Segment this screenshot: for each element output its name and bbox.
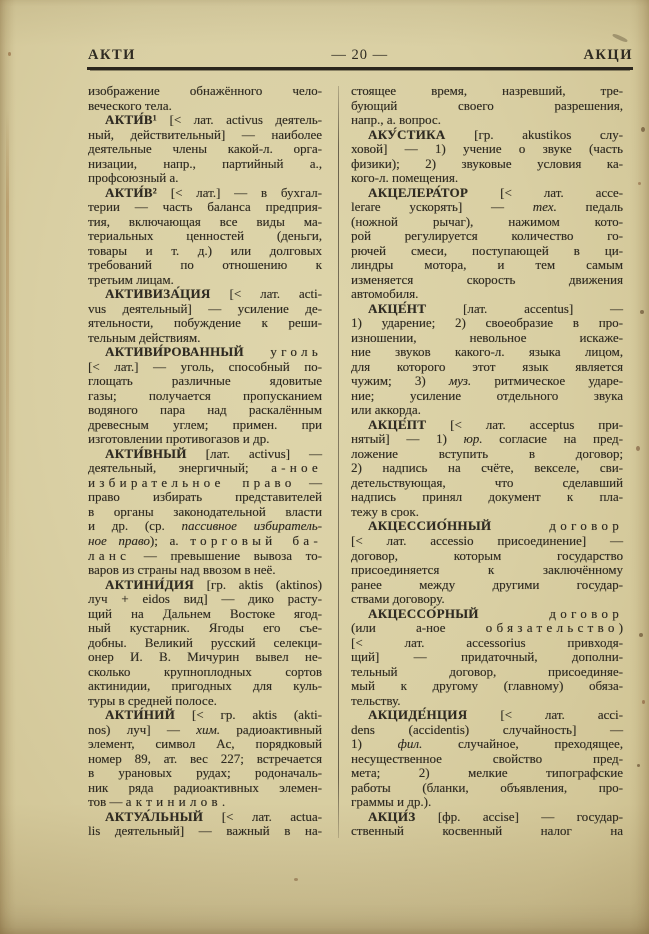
text-run: согласие на пред- [482,431,623,447]
text-line [88,447,322,462]
text-run: надпись принял документ к пла- [351,489,623,505]
page-header [88,47,633,63]
text-line [351,665,623,680]
text-line [88,810,322,825]
text-run: [< лат. accessio присоединение] — [351,532,623,548]
text-run: юр. [463,431,483,447]
text-line [351,795,623,810]
catchword-left: АКТИ [88,47,136,63]
headword: АКТИВИЗА́ЦИЯ [105,286,211,302]
text-line [88,519,322,534]
text-run: деятельные члены какой-л. орга- [88,141,322,157]
text-line [88,273,322,288]
text-run: ранее между другими государ- [351,576,623,592]
text-line [88,795,322,810]
text-line [88,752,322,767]
text-line [88,476,322,491]
text-line [88,113,322,128]
text-line [88,650,322,665]
text-run: 2) надпись на счёте, векселе, сви- [351,460,623,476]
text-line [88,679,322,694]
text-run: [< лат. accessorius привходя- [351,634,623,650]
text-run: водяного пара над раскалённым [88,402,322,418]
text-run: газы; получается пропусканием [88,387,322,403]
text-line [88,215,322,230]
ink-speck [642,700,645,704]
text-line [351,186,623,201]
text-line [351,461,623,476]
text-run: тельным действиям. [88,329,201,345]
text-line [351,723,623,738]
text-line [88,142,322,157]
text-run: обязательство [485,620,619,636]
text-line [88,723,322,738]
text-run: хим. [196,721,220,737]
headword: АКЦИДЕ́НЦИЯ [368,707,468,723]
text-run: ховой] — 1) учение о звуке (часть [351,141,623,157]
text-run: [< лат. acce- [468,184,623,200]
text-run: vus деятельный] — усиление де- [88,300,322,316]
text-line [88,766,322,781]
text-run: 1) [351,736,398,752]
text-run: чужим; 3) [351,373,449,389]
text-run: мый к другому (главному) обяза- [351,678,623,694]
text-run: [< лат. acci- [467,707,623,723]
text-line [88,563,322,578]
text-run: — превышение вывоза то- [130,547,322,563]
text-run: тельству. [351,692,401,708]
text-line [88,665,322,680]
text-line [351,519,623,534]
header-rule [87,67,633,70]
text-run: тов — [88,794,126,810]
text-run: радиоактивный [220,721,322,737]
text-run: тех. [532,199,557,215]
headword: АКУ́СТИКА [368,126,446,142]
text-line [351,694,623,709]
text-run: ние звуков какого-л. языка лицом, [351,344,623,360]
text-line [351,389,623,404]
text-run: nos) луч] — [88,721,197,737]
text-line [351,679,623,694]
text-line [351,824,623,839]
text-line [351,142,623,157]
text-run: ственный косвенный налог на [351,823,623,839]
text-line [88,505,322,520]
headword: АКЦЕССО́РНЫЙ [368,605,479,621]
text-line [351,549,623,564]
text-run: уголь [270,344,322,360]
text-run: номер 89, ат. вес 227; встречается [88,750,322,766]
text-run: или аккорда. [351,402,421,418]
text-run: элемент, символ Ac, порядковый [88,736,322,752]
text-run: dens (accidentis) случайность] — [351,721,623,737]
text-run: ) [618,620,623,636]
text-line [351,215,623,230]
text-run: договор [549,518,623,534]
text-line [351,403,623,418]
text-run: [< лат.] — в бухгал- [156,184,322,200]
text-run: изготовлении противогазов и др. [88,431,270,447]
text-line [351,636,623,651]
text-line [351,244,623,259]
text-run: терии — часть баланса предприя- [88,199,322,215]
text-line [88,824,322,839]
text-run: щий] — придаточный, дополни- [351,649,623,665]
text-run: [< лат. actua- [203,808,322,824]
text-line [88,287,322,302]
text-run: педаль [556,199,623,215]
text-line [88,331,322,346]
ink-speck [638,182,641,185]
headword: АКЦЕ́НТ [368,300,427,316]
text-run: [< лат. acceptus при- [426,416,623,432]
text-run: кого-л. помещения. [351,170,459,186]
ink-speck [640,310,644,314]
text-line [88,99,322,114]
text-run: ный, действительный] — наиболее [88,126,322,142]
text-line [88,171,322,186]
text-run: — [295,474,323,490]
text-line [351,273,623,288]
column-divider [338,86,339,838]
text-line [88,592,322,607]
text-line [88,621,322,636]
text-run: (или а-ное [351,620,486,636]
text-line [351,128,623,143]
text-line [88,389,322,404]
text-line [351,534,623,549]
text-line [351,99,623,114]
text-run: тежу в срок. [351,503,419,519]
text-line [351,258,623,273]
ink-speck [641,127,645,132]
text-run: ); а. [149,532,191,548]
text-line [88,418,322,433]
text-run: договор, которым государство [351,547,623,563]
text-line [88,694,322,709]
text-line [351,737,623,752]
text-run: ритмическое ударе- [471,373,623,389]
text-run: третьим лицам. [88,271,174,287]
text-run: муз. [448,373,472,389]
text-line [88,84,322,99]
ink-speck [294,878,298,881]
text-run: актинидии, пригодных для куль- [88,678,322,694]
text-line [351,578,623,593]
text-line [351,229,623,244]
text-run: в органы законодательной власти [88,503,322,519]
text-run: случайное, преходящее, [422,736,623,752]
headword: АКЦИ́З [368,808,416,824]
text-run: изображение обнажённого чело- [88,83,322,98]
text-run: присоединяется к заключённому [351,562,623,578]
text-line [351,490,623,505]
text-line [88,200,322,215]
text-run: фил. [397,736,423,752]
text-run: детельствующая, что сделавший [351,474,623,490]
text-line [351,157,623,172]
text-run: линдры мотора, и тем самым [351,257,623,273]
text-line [351,316,623,331]
text-line [88,432,322,447]
text-run: граммы и др.). [351,794,432,810]
text-run: (ножной рычаг), нажимом кото- [351,213,623,229]
text-run: рой регулируется количество го- [351,228,623,244]
text-line [351,607,623,622]
text-run: товары и т. д.) или долговых [88,242,322,258]
text-run: и др. (ср. [88,518,182,534]
text-line [88,157,322,172]
text-line [351,287,623,302]
headword: АКТУА́ЛЬНЫЙ [105,808,204,824]
text-line [88,607,322,622]
text-run: [гр. akustikos слу- [445,126,623,142]
text-line [88,534,322,549]
text-line [351,374,623,389]
text-line [351,476,623,491]
text-run: ный кустарник. Ягоды его съе- [88,620,322,636]
text-line [88,258,322,273]
headword: АКТИ́НИЙ [105,707,176,723]
text-line [351,781,623,796]
text-line [351,752,623,767]
headword: АКТИНИ́ДИЯ [105,576,194,592]
text-run: деятельный, энергичный; [88,460,272,476]
text-line [88,549,322,564]
text-run [479,606,550,621]
text-run: [фр. accise] — государ- [415,808,623,824]
text-run: ствами договору. [351,591,445,607]
text-line [88,578,322,593]
text-run: древесным углем; примен. при [88,416,322,432]
text-run: бующий своего разрешения, [351,97,623,113]
text-run: ние; усиление отдельного звука [351,387,623,403]
right-column [351,84,623,839]
text-run: мета; 2) мелкие типографские [351,765,623,781]
text-line [351,447,623,462]
text-run: стоящее время, назревший, тре- [351,83,623,98]
headword: АКЦЕССИО́ННЫЙ [368,518,492,534]
text-line [351,84,623,99]
text-run: физики); 2) звуковые условия ка- [351,155,623,171]
text-run: торговый ба- [190,532,322,548]
text-run: требований по отношению к [88,257,322,273]
text-line [351,708,623,723]
left-column [88,84,322,839]
page-number: — 20 — [331,47,389,63]
text-run: [< лат. activus деятель- [156,112,322,128]
text-line [351,345,623,360]
text-run: [< лат.] — уголь, способный по- [88,358,322,374]
text-run: напр., а. вопрос. [351,112,441,128]
headword: АКТИ́В² [105,184,157,200]
text-run: а-ное [271,460,322,476]
text-line [88,360,322,375]
text-run: [< лат. acti- [210,286,322,302]
text-run [244,344,270,359]
text-run: lis деятельный] — важный в на- [88,823,322,839]
text-line [351,360,623,375]
text-run: глощать различные ядовитые [88,373,322,389]
text-run: lerare ускорять] — [351,199,533,215]
text-line [351,505,623,520]
text-line [351,331,623,346]
text-run: тия, включающая все виды ма- [88,213,322,229]
text-run: рючей смеси, поступающей в ци- [351,242,623,258]
text-run: избирательное право [88,474,296,490]
text-line [88,461,322,476]
headword: АКТИ́В¹ [105,112,157,128]
text-run: ложение вступить в договор; [351,445,623,461]
text-run [491,518,549,533]
ink-speck [8,52,11,56]
text-line [88,737,322,752]
text-line [351,650,623,665]
paper-smudge [612,33,628,43]
text-run: несущественное свойство пред- [351,750,623,766]
text-run: нятый] — 1) [351,431,464,447]
text-line [351,113,623,128]
text-run: териальных ценностей (деньги, [88,228,322,244]
text-line [88,374,322,389]
headword: АКЦЕ́ПТ [368,416,427,432]
text-run: [лат. accentus] — [426,300,623,316]
ink-speck [637,764,640,767]
text-line [88,316,322,331]
text-line [88,345,322,360]
text-line [351,171,623,186]
text-run: актинилов [125,794,222,810]
text-run: в урановых рудах; родоначаль- [88,765,322,781]
text-line [351,432,623,447]
text-line [351,200,623,215]
text-run: щий на Дальнем Востоке ягод- [88,605,322,621]
text-line [88,128,322,143]
text-run: ное право [88,532,150,548]
text-line [88,636,322,651]
text-run: автомобиля. [351,286,419,302]
text-line [351,810,623,825]
text-run: пассивное избиратель- [181,518,322,534]
text-run: право избирать представителей [88,489,322,505]
text-run: ник ряда радиоактивных элемен- [88,779,322,795]
catchword-right: АКЦИ [583,47,633,63]
text-run: профсоюзный а. [88,170,179,186]
ink-speck [639,633,643,637]
text-line [351,766,623,781]
text-run: [гр. aktis (aktinos) [193,576,322,592]
text-line [88,708,322,723]
text-run: низации, напр., партийный а., [88,155,322,171]
headword: АКТИ́ВНЫЙ [105,445,187,461]
text-run: . [221,794,226,810]
text-line [351,302,623,317]
text-run: изменяется скорость движения [351,271,623,287]
text-run: варов из страны над ввозом в неё. [88,562,276,578]
text-line [88,781,322,796]
headword: АКТИВИ́РОВАННЫЙ [105,344,244,360]
text-run: для которого этот язык является [351,358,623,374]
headword: АКЦЕЛЕРА́ТОР [368,184,469,200]
text-line [88,186,322,201]
text-line [351,418,623,433]
text-run: тельный договор, присоединяе- [351,663,623,679]
text-run: договор [549,605,623,621]
text-run: ланс [88,547,131,563]
text-line [351,621,623,636]
ink-speck [636,446,640,451]
text-run: луч + eidos вид] — дико расту- [88,591,322,607]
text-line [88,403,322,418]
text-run: изношении, невольное искаже- [351,329,623,345]
text-run: туры в средней полосе. [88,692,217,708]
text-run: 1) ударение; 2) своеобразие в про- [351,315,623,331]
text-line [88,229,322,244]
text-line [351,563,623,578]
text-run: работы (бланки, объявления, про- [351,779,623,795]
text-run: [< гр. aktis (akti- [175,707,322,723]
text-run: сколько крупноплодных сортов [88,663,322,679]
text-run: [лат. activus] — [186,445,322,461]
text-run: веческого тела. [88,97,172,113]
text-run: добны. Великий русский селекци- [88,634,322,650]
text-run: ятельности, побуждение к реши- [88,315,322,331]
text-line [88,490,322,505]
text-line [88,302,322,317]
text-run: онер И. В. Мичурин вывел не- [88,649,322,665]
text-line [351,592,623,607]
text-line [88,244,322,259]
paper-edge-smear [6,110,9,590]
